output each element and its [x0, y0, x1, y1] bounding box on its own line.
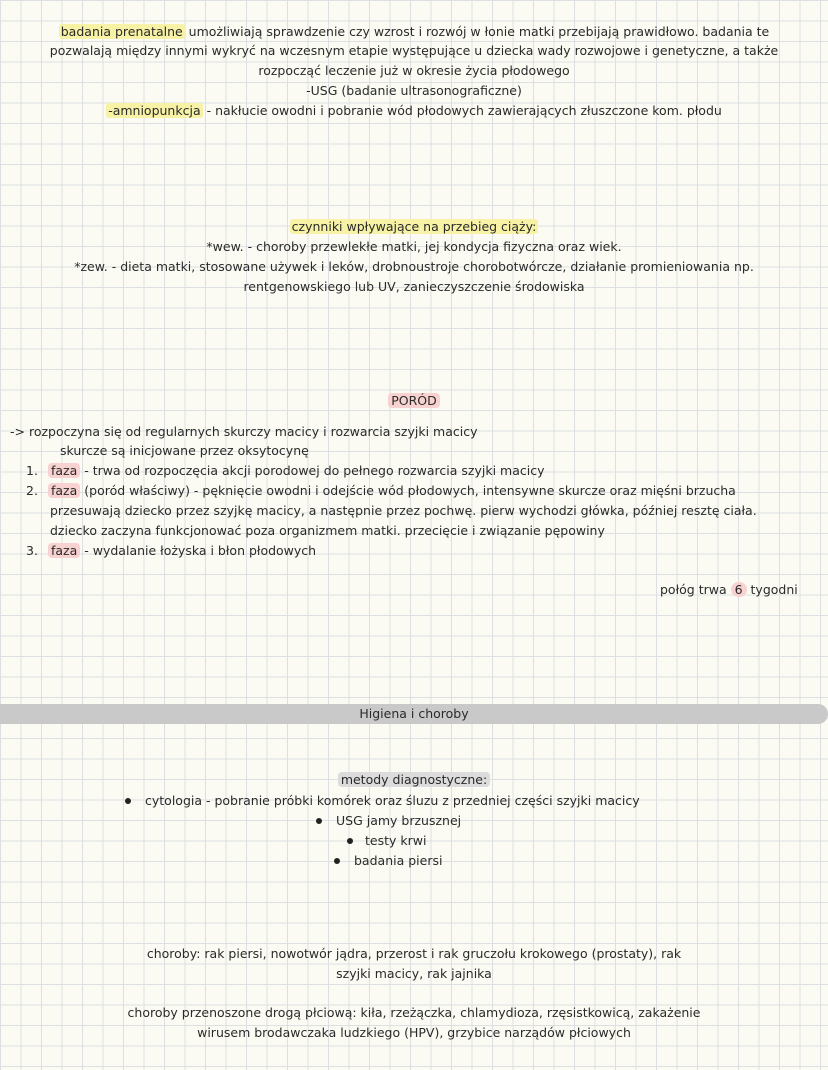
amnio-term: -amniopunkcja: [108, 103, 201, 118]
bullet-icon: [316, 818, 322, 824]
porod-intro: -> rozpoczyna się od regularnych skurczy macicy i rozwarcia szyjki macicy: [10, 424, 478, 439]
porod-phase-2-line-3: dziecko zaczyna funkcjonować poza organizmem matki. przecięcie i związanie pępowiny: [50, 523, 605, 538]
bullet-icon: [334, 858, 340, 864]
diseases-line-2: szyjki macicy, rak jajnika: [336, 966, 492, 981]
std-line-1: choroby przenoszone drogą płciową: kiła, rzeżączka, chlamydioza, rzęsistkowicą, zakażenie: [127, 1005, 701, 1020]
porod-phase-2: 2. faza (poród właściwy) - pęknięcie owodni i odejście wód płodowych, intensywne skurcze oraz mięśni brzucha: [26, 483, 736, 498]
method-breast: badania piersi: [334, 852, 442, 870]
polog-note: połóg trwa 6 tygodni: [660, 582, 798, 597]
prenatal-usg: -USG (badanie ultrasonograficzne): [306, 83, 522, 98]
factors-external: *zew. - dieta matki, stosowane używek i leków, drobnoustroje chorobotwórcze, działanie promieniowania np.: [74, 259, 754, 274]
factors-external-cont: rentgenowskiego lub UV, zanieczyszczenie środowiska: [243, 279, 585, 294]
porod-phase-1: 1. faza - trwa od rozpoczęcia akcji porodowej do pełnego rozwarcia szyjki macicy: [26, 463, 545, 478]
method-blood: testy krwi: [347, 832, 426, 850]
bullet-icon: [125, 798, 131, 804]
factors-title: czynniki wpływające na przebieg ciąży:: [291, 219, 537, 234]
hygiene-title: Higiena i choroby: [359, 706, 469, 721]
bullet-icon: [347, 838, 353, 844]
prenatal-line-1: badania prenatalne umożliwiają sprawdzenie czy wzrost i rozwój w łonie matki przebijają prawidłowo. badania te: [60, 24, 770, 39]
prenatal-line-3: rozpocząć leczenie już w okresie życia płodowego: [258, 63, 570, 78]
method-usg: USG jamy brzusznej: [316, 812, 461, 830]
porod-intro-2: skurcze są inicjowane przez oksytocynę: [60, 443, 309, 458]
porod-phase-2-line-2: przesuwają dziecko przez szyjkę macicy, a następnie przez pochwę. pierw wychodzi główka, później resztę ciała.: [50, 503, 757, 518]
prenatal-amnio: -amniopunkcja - nakłucie owodni i pobranie wód płodowych zawierających złuszczone kom. płodu: [108, 103, 722, 118]
prenatal-line-2: pozwalają między innymi wykryć na wczesnym etapie występujące u dziecka wady rozwojowe i genetyczne, a także: [49, 43, 779, 58]
prenatal-term: badania prenatalne: [60, 24, 183, 39]
methods-title: metody diagnostyczne:: [0, 771, 828, 789]
factors-internal: *wew. - choroby przewlekłe matki, jej kondycja fizyczna oraz wiek.: [206, 239, 622, 254]
std-line-2: wirusem brodawczaka ludzkiego (HPV), grzybice narządów płciowych: [197, 1025, 631, 1040]
method-cytology: cytologia - pobranie próbki komórek oraz śluzu z przedniej części szyjki macicy: [125, 792, 640, 810]
porod-phase-3: 3. faza - wydalanie łożyska i błon płodowych: [26, 543, 317, 558]
porod-title: PORÓD: [0, 392, 828, 410]
diseases-line-1: choroby: rak piersi, nowotwór jądra, przerost i rak gruczołu krokowego (prostaty), rak: [146, 946, 682, 961]
